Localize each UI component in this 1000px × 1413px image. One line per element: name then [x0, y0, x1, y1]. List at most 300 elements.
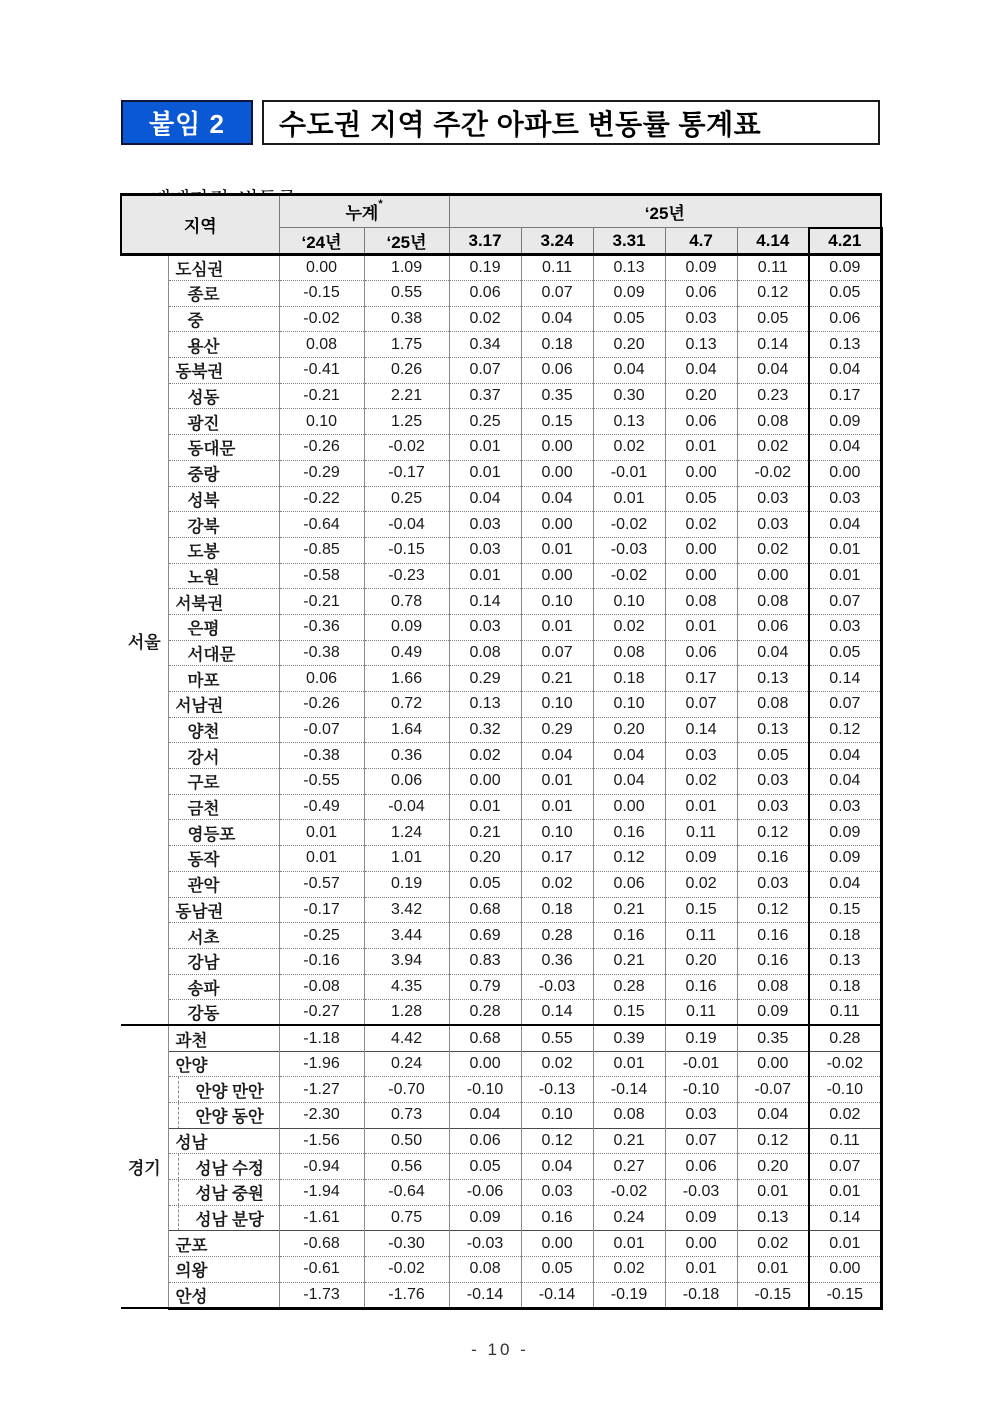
- weekly-value-cell: 0.03: [665, 1103, 737, 1129]
- weekly-value-cell: 0.07: [809, 1154, 881, 1180]
- weekly-value-cell: 0.06: [737, 614, 809, 640]
- weekly-value-cell: 0.06: [665, 1154, 737, 1180]
- weekly-value-cell: 0.00: [665, 563, 737, 589]
- weekly-value-cell: 0.16: [665, 974, 737, 1000]
- weekly-value-cell: -0.13: [521, 1077, 593, 1103]
- weekly-value-cell: 0.01: [809, 1231, 881, 1257]
- weekly-value-cell: 0.02: [593, 614, 665, 640]
- region-cell: 의왕: [168, 1257, 279, 1283]
- cumulative-value-cell: 0.01: [279, 820, 364, 846]
- weekly-value-cell: -0.01: [665, 1051, 737, 1077]
- weekly-value-cell: 0.03: [737, 871, 809, 897]
- weekly-value-cell: 0.21: [449, 820, 521, 846]
- weekly-value-cell: 0.02: [665, 871, 737, 897]
- weekly-value-cell: 0.21: [593, 897, 665, 923]
- header-cumulative-text: 누계: [345, 204, 379, 223]
- weekly-value-cell: 0.01: [809, 1180, 881, 1206]
- weekly-value-cell: 0.03: [809, 614, 881, 640]
- weekly-value-cell: 0.15: [521, 409, 593, 435]
- weekly-value-cell: 0.00: [521, 512, 593, 538]
- weekly-value-cell: 0.11: [665, 820, 737, 846]
- cumulative-value-cell: 0.72: [364, 692, 449, 718]
- weekly-value-cell: 0.20: [593, 332, 665, 358]
- region-cell: 송파: [168, 974, 279, 1000]
- weekly-value-cell: 0.17: [809, 383, 881, 409]
- weekly-value-cell: 0.18: [521, 332, 593, 358]
- weekly-value-cell: 0.03: [665, 743, 737, 769]
- weekly-value-cell: 0.01: [521, 769, 593, 795]
- weekly-value-cell: 0.11: [521, 255, 593, 281]
- weekly-value-cell: -0.14: [449, 1282, 521, 1308]
- header-week-6-highlighted: 4.21: [809, 228, 881, 255]
- table-row: [121, 281, 881, 307]
- weekly-value-cell: 0.13: [737, 1205, 809, 1231]
- table-row: [121, 769, 881, 795]
- attachment-badge-label: 붙임 2: [149, 109, 225, 139]
- weekly-value-cell: 0.01: [521, 614, 593, 640]
- table-row: [121, 692, 881, 718]
- cumulative-value-cell: -2.30: [279, 1103, 364, 1129]
- weekly-value-cell: 0.00: [665, 537, 737, 563]
- cumulative-value-cell: 0.50: [364, 1128, 449, 1154]
- cumulative-value-cell: 0.00: [279, 255, 364, 281]
- table-row: [121, 1000, 881, 1026]
- table-row: [121, 486, 881, 512]
- weekly-value-cell: 0.12: [521, 1128, 593, 1154]
- region-cell: 관악: [168, 871, 279, 897]
- cumulative-value-cell: -0.17: [364, 460, 449, 486]
- table-row: [121, 717, 881, 743]
- cumulative-value-cell: 0.73: [364, 1103, 449, 1129]
- weekly-value-cell: 0.06: [593, 871, 665, 897]
- weekly-value-cell: 0.25: [449, 409, 521, 435]
- weekly-value-cell: 0.35: [737, 1025, 809, 1051]
- cumulative-value-cell: -0.15: [364, 537, 449, 563]
- cumulative-value-cell: 0.78: [364, 589, 449, 615]
- weekly-value-cell: 0.19: [665, 1025, 737, 1051]
- cumulative-value-cell: -0.02: [279, 306, 364, 332]
- weekly-value-cell: -0.10: [809, 1077, 881, 1103]
- header-year-25: ‘25년: [364, 228, 449, 255]
- cumulative-value-cell: -0.04: [364, 512, 449, 538]
- weekly-value-cell: 0.13: [593, 409, 665, 435]
- cumulative-value-cell: -0.27: [279, 1000, 364, 1026]
- weekly-value-cell: 0.12: [737, 1128, 809, 1154]
- weekly-value-cell: 0.19: [449, 255, 521, 281]
- header-week-2: 3.24: [521, 228, 593, 255]
- weekly-value-cell: 0.04: [665, 358, 737, 384]
- region-cell: 강북: [168, 512, 279, 538]
- table-row: [121, 923, 881, 949]
- header-year-24: ‘24년: [279, 228, 364, 255]
- weekly-value-cell: 0.04: [521, 1154, 593, 1180]
- weekly-value-cell: 0.04: [809, 769, 881, 795]
- weekly-value-cell: -0.02: [593, 512, 665, 538]
- weekly-value-cell: 0.03: [737, 512, 809, 538]
- table-row: [121, 1154, 881, 1180]
- region-cell: 안양: [168, 1051, 279, 1077]
- weekly-value-cell: 0.04: [593, 769, 665, 795]
- table-row: [121, 306, 881, 332]
- table-row: [121, 1205, 881, 1231]
- cumulative-value-cell: 0.06: [279, 666, 364, 692]
- cumulative-value-cell: -0.58: [279, 563, 364, 589]
- region-cell: 동대문: [168, 435, 279, 461]
- region-cell: 성남: [168, 1128, 279, 1154]
- weekly-value-cell: -0.03: [593, 537, 665, 563]
- header-region: 지역: [121, 195, 279, 255]
- weekly-value-cell: 0.03: [449, 614, 521, 640]
- table-row: [121, 1103, 881, 1129]
- weekly-value-cell: 0.07: [521, 640, 593, 666]
- weekly-value-cell: 0.03: [449, 512, 521, 538]
- cumulative-value-cell: 1.28: [364, 1000, 449, 1026]
- header-year-group: ‘25년: [449, 195, 881, 228]
- weekly-value-cell: 0.04: [809, 435, 881, 461]
- weekly-value-cell: 0.01: [665, 614, 737, 640]
- weekly-value-cell: 0.01: [593, 1051, 665, 1077]
- region-cell: 안양 동안: [168, 1103, 279, 1129]
- region-cell: 동남권: [168, 897, 279, 923]
- weekly-value-cell: 0.08: [665, 589, 737, 615]
- region-cell: 동북권: [168, 358, 279, 384]
- weekly-value-cell: 0.05: [449, 871, 521, 897]
- weekly-value-cell: 0.10: [593, 589, 665, 615]
- weekly-value-cell: 0.20: [737, 1154, 809, 1180]
- page-header: [121, 100, 880, 145]
- region-cell: 서초: [168, 923, 279, 949]
- cumulative-value-cell: -0.41: [279, 358, 364, 384]
- weekly-value-cell: 0.00: [737, 1051, 809, 1077]
- cumulative-value-cell: -0.29: [279, 460, 364, 486]
- table-row: [121, 640, 881, 666]
- weekly-value-cell: 0.09: [665, 1205, 737, 1231]
- weekly-value-cell: 0.01: [521, 537, 593, 563]
- price-change-table: [120, 193, 883, 1310]
- weekly-value-cell: 0.04: [593, 743, 665, 769]
- weekly-value-cell: 0.04: [737, 358, 809, 384]
- region-cell: 양천: [168, 717, 279, 743]
- cumulative-value-cell: -0.36: [279, 614, 364, 640]
- weekly-value-cell: 0.16: [521, 1205, 593, 1231]
- weekly-value-cell: -0.10: [449, 1077, 521, 1103]
- cumulative-value-cell: -0.64: [364, 1180, 449, 1206]
- weekly-value-cell: 0.03: [809, 794, 881, 820]
- table-row: [121, 1025, 881, 1051]
- weekly-value-cell: 0.02: [449, 306, 521, 332]
- cumulative-value-cell: -0.21: [279, 589, 364, 615]
- region-cell: 성남 중원: [168, 1180, 279, 1206]
- weekly-value-cell: 0.03: [737, 794, 809, 820]
- weekly-value-cell: 0.04: [809, 871, 881, 897]
- weekly-value-cell: 0.20: [665, 383, 737, 409]
- region-cell: 용산: [168, 332, 279, 358]
- cumulative-value-cell: -1.94: [279, 1180, 364, 1206]
- cumulative-value-cell: -0.15: [279, 281, 364, 307]
- weekly-value-cell: 0.21: [593, 948, 665, 974]
- header-week-1: 3.17: [449, 228, 521, 255]
- weekly-value-cell: 0.01: [593, 1231, 665, 1257]
- weekly-value-cell: 0.04: [449, 486, 521, 512]
- region-cell: 성북: [168, 486, 279, 512]
- cumulative-value-cell: -0.21: [279, 383, 364, 409]
- weekly-value-cell: 0.29: [449, 666, 521, 692]
- weekly-value-cell: 0.18: [593, 666, 665, 692]
- weekly-value-cell: 0.04: [593, 358, 665, 384]
- weekly-value-cell: 0.34: [449, 332, 521, 358]
- cumulative-value-cell: 0.56: [364, 1154, 449, 1180]
- weekly-value-cell: 0.01: [593, 486, 665, 512]
- weekly-value-cell: 0.08: [737, 409, 809, 435]
- weekly-value-cell: 0.01: [809, 537, 881, 563]
- region-cell: 구로: [168, 769, 279, 795]
- weekly-value-cell: 0.09: [665, 846, 737, 872]
- weekly-value-cell: 0.01: [449, 794, 521, 820]
- table-row: [121, 743, 881, 769]
- cumulative-value-cell: 1.09: [364, 255, 449, 281]
- weekly-value-cell: 0.01: [737, 1257, 809, 1283]
- weekly-value-cell: 0.09: [593, 281, 665, 307]
- weekly-value-cell: 0.15: [809, 897, 881, 923]
- cumulative-value-cell: -0.70: [364, 1077, 449, 1103]
- weekly-value-cell: 0.14: [665, 717, 737, 743]
- weekly-value-cell: 0.01: [665, 794, 737, 820]
- weekly-value-cell: 0.10: [521, 1103, 593, 1129]
- weekly-value-cell: 0.04: [809, 358, 881, 384]
- weekly-value-cell: 0.09: [809, 820, 881, 846]
- weekly-value-cell: 0.02: [521, 1051, 593, 1077]
- weekly-value-cell: 0.18: [809, 923, 881, 949]
- weekly-value-cell: 0.13: [809, 948, 881, 974]
- cumulative-value-cell: 3.94: [364, 948, 449, 974]
- table-row: [121, 409, 881, 435]
- region-cell: 중: [168, 306, 279, 332]
- weekly-value-cell: 0.28: [449, 1000, 521, 1026]
- cumulative-value-cell: -1.61: [279, 1205, 364, 1231]
- weekly-value-cell: 0.05: [809, 281, 881, 307]
- weekly-value-cell: 0.09: [737, 1000, 809, 1026]
- weekly-value-cell: 0.02: [593, 1257, 665, 1283]
- weekly-value-cell: 0.28: [521, 923, 593, 949]
- weekly-value-cell: -0.02: [809, 1051, 881, 1077]
- weekly-value-cell: 0.14: [737, 332, 809, 358]
- weekly-value-cell: 0.02: [449, 743, 521, 769]
- cumulative-value-cell: -0.23: [364, 563, 449, 589]
- cumulative-value-cell: 2.21: [364, 383, 449, 409]
- table-row: [121, 1231, 881, 1257]
- table-row: [121, 948, 881, 974]
- weekly-value-cell: 0.00: [521, 435, 593, 461]
- header-cumulative: [279, 195, 449, 228]
- cumulative-value-cell: -0.26: [279, 692, 364, 718]
- weekly-value-cell: 0.21: [521, 666, 593, 692]
- weekly-value-cell: 0.06: [521, 358, 593, 384]
- weekly-value-cell: 0.01: [521, 794, 593, 820]
- weekly-value-cell: 0.08: [737, 692, 809, 718]
- weekly-value-cell: 0.00: [449, 1051, 521, 1077]
- weekly-value-cell: 0.04: [809, 512, 881, 538]
- weekly-value-cell: 0.11: [665, 923, 737, 949]
- weekly-value-cell: 0.01: [449, 460, 521, 486]
- weekly-value-cell: 0.16: [593, 820, 665, 846]
- weekly-value-cell: 0.08: [737, 589, 809, 615]
- weekly-value-cell: 0.02: [737, 537, 809, 563]
- weekly-value-cell: -0.15: [737, 1282, 809, 1308]
- weekly-value-cell: 0.12: [737, 281, 809, 307]
- weekly-value-cell: 0.03: [737, 769, 809, 795]
- weekly-value-cell: 0.00: [593, 794, 665, 820]
- cumulative-value-cell: 4.35: [364, 974, 449, 1000]
- weekly-value-cell: -0.02: [593, 563, 665, 589]
- weekly-value-cell: 0.02: [809, 1103, 881, 1129]
- weekly-value-cell: 0.04: [521, 486, 593, 512]
- cumulative-value-cell: 0.08: [279, 332, 364, 358]
- weekly-value-cell: 0.10: [521, 589, 593, 615]
- weekly-value-cell: 0.07: [521, 281, 593, 307]
- weekly-value-cell: 0.08: [737, 974, 809, 1000]
- weekly-value-cell: 0.01: [737, 1180, 809, 1206]
- region-cell: 군포: [168, 1231, 279, 1257]
- region-cell: 서대문: [168, 640, 279, 666]
- table-row: [121, 794, 881, 820]
- table-row: [121, 537, 881, 563]
- header-week-4: 4.7: [665, 228, 737, 255]
- cumulative-value-cell: 4.42: [364, 1025, 449, 1051]
- weekly-value-cell: 0.17: [521, 846, 593, 872]
- region-cell: 영등포: [168, 820, 279, 846]
- cumulative-value-cell: 0.49: [364, 640, 449, 666]
- region-cell: 도심권: [168, 255, 279, 281]
- weekly-value-cell: 0.20: [449, 846, 521, 872]
- weekly-value-cell: -0.18: [665, 1282, 737, 1308]
- table-row: [121, 512, 881, 538]
- weekly-value-cell: 0.00: [737, 563, 809, 589]
- cumulative-value-cell: -1.96: [279, 1051, 364, 1077]
- region-cell: 강서: [168, 743, 279, 769]
- cumulative-value-cell: -0.64: [279, 512, 364, 538]
- weekly-value-cell: -0.03: [521, 974, 593, 1000]
- weekly-value-cell: 0.00: [449, 769, 521, 795]
- page-number: - 10 -: [471, 1340, 529, 1359]
- weekly-value-cell: 0.16: [593, 923, 665, 949]
- weekly-value-cell: 0.15: [665, 897, 737, 923]
- cumulative-value-cell: 1.64: [364, 717, 449, 743]
- weekly-value-cell: 0.12: [737, 897, 809, 923]
- group-label: 경기: [121, 1025, 168, 1308]
- weekly-value-cell: 0.07: [665, 692, 737, 718]
- page-title: 수도권 지역 주간 아파트 변동률 통계표: [279, 108, 762, 140]
- cumulative-value-cell: 0.25: [364, 486, 449, 512]
- cumulative-value-cell: -0.57: [279, 871, 364, 897]
- weekly-value-cell: 0.10: [593, 692, 665, 718]
- weekly-value-cell: 0.18: [521, 897, 593, 923]
- weekly-value-cell: 0.07: [665, 1128, 737, 1154]
- weekly-value-cell: 0.09: [665, 255, 737, 281]
- weekly-value-cell: 0.24: [593, 1205, 665, 1231]
- weekly-value-cell: 0.10: [521, 692, 593, 718]
- weekly-value-cell: 0.13: [593, 255, 665, 281]
- weekly-value-cell: 0.05: [809, 640, 881, 666]
- cumulative-value-cell: -1.18: [279, 1025, 364, 1051]
- weekly-value-cell: 0.05: [665, 486, 737, 512]
- cumulative-value-cell: -0.38: [279, 640, 364, 666]
- weekly-value-cell: 0.05: [737, 306, 809, 332]
- table-row: [121, 871, 881, 897]
- table-row: [121, 1051, 881, 1077]
- weekly-value-cell: 0.02: [665, 512, 737, 538]
- cumulative-value-cell: -0.49: [279, 794, 364, 820]
- weekly-value-cell: 0.00: [521, 563, 593, 589]
- weekly-value-cell: 0.02: [665, 769, 737, 795]
- region-cell: 강동: [168, 1000, 279, 1026]
- weekly-value-cell: 0.14: [521, 1000, 593, 1026]
- weekly-value-cell: 0.00: [809, 1257, 881, 1283]
- table-row: [121, 255, 881, 281]
- table-row: [121, 1282, 881, 1308]
- weekly-value-cell: 0.00: [521, 460, 593, 486]
- weekly-value-cell: 0.13: [737, 717, 809, 743]
- region-cell: 은평: [168, 614, 279, 640]
- cumulative-value-cell: 1.24: [364, 820, 449, 846]
- table-row: [121, 1257, 881, 1283]
- weekly-value-cell: 0.03: [665, 306, 737, 332]
- table-row: [121, 383, 881, 409]
- weekly-value-cell: 0.07: [449, 358, 521, 384]
- table-body: [121, 255, 881, 1309]
- weekly-value-cell: 0.03: [521, 1180, 593, 1206]
- weekly-value-cell: 0.13: [809, 332, 881, 358]
- table-row: [121, 846, 881, 872]
- weekly-value-cell: 0.07: [809, 692, 881, 718]
- weekly-value-cell: 0.14: [449, 589, 521, 615]
- weekly-value-cell: 0.17: [665, 666, 737, 692]
- weekly-value-cell: 0.11: [665, 1000, 737, 1026]
- region-cell: 강남: [168, 948, 279, 974]
- cumulative-value-cell: -0.02: [364, 1257, 449, 1283]
- weekly-value-cell: 0.08: [449, 1257, 521, 1283]
- weekly-value-cell: 0.14: [809, 666, 881, 692]
- weekly-value-cell: 0.16: [737, 923, 809, 949]
- weekly-value-cell: 0.00: [665, 460, 737, 486]
- weekly-value-cell: 0.14: [809, 1205, 881, 1231]
- weekly-value-cell: 0.00: [665, 1231, 737, 1257]
- cumulative-value-cell: 0.19: [364, 871, 449, 897]
- weekly-value-cell: 0.02: [737, 435, 809, 461]
- header-week-5: 4.14: [737, 228, 809, 255]
- weekly-value-cell: 0.03: [449, 537, 521, 563]
- cumulative-value-cell: 0.24: [364, 1051, 449, 1077]
- cumulative-value-cell: 3.42: [364, 897, 449, 923]
- table-row: [121, 1077, 881, 1103]
- table-row: [121, 435, 881, 461]
- weekly-value-cell: 0.04: [521, 743, 593, 769]
- region-cell: 동작: [168, 846, 279, 872]
- weekly-value-cell: 0.09: [809, 409, 881, 435]
- weekly-value-cell: -0.10: [665, 1077, 737, 1103]
- table-row: [121, 358, 881, 384]
- weekly-value-cell: -0.02: [593, 1180, 665, 1206]
- table-row: [121, 974, 881, 1000]
- weekly-value-cell: -0.03: [665, 1180, 737, 1206]
- group-label: 서울: [121, 255, 168, 1026]
- weekly-value-cell: 0.20: [665, 948, 737, 974]
- cumulative-value-cell: 1.01: [364, 846, 449, 872]
- region-cell: 종로: [168, 281, 279, 307]
- region-cell: 성남 분당: [168, 1205, 279, 1231]
- weekly-value-cell: 0.83: [449, 948, 521, 974]
- page-title-box: [262, 100, 880, 145]
- weekly-value-cell: 0.09: [809, 255, 881, 281]
